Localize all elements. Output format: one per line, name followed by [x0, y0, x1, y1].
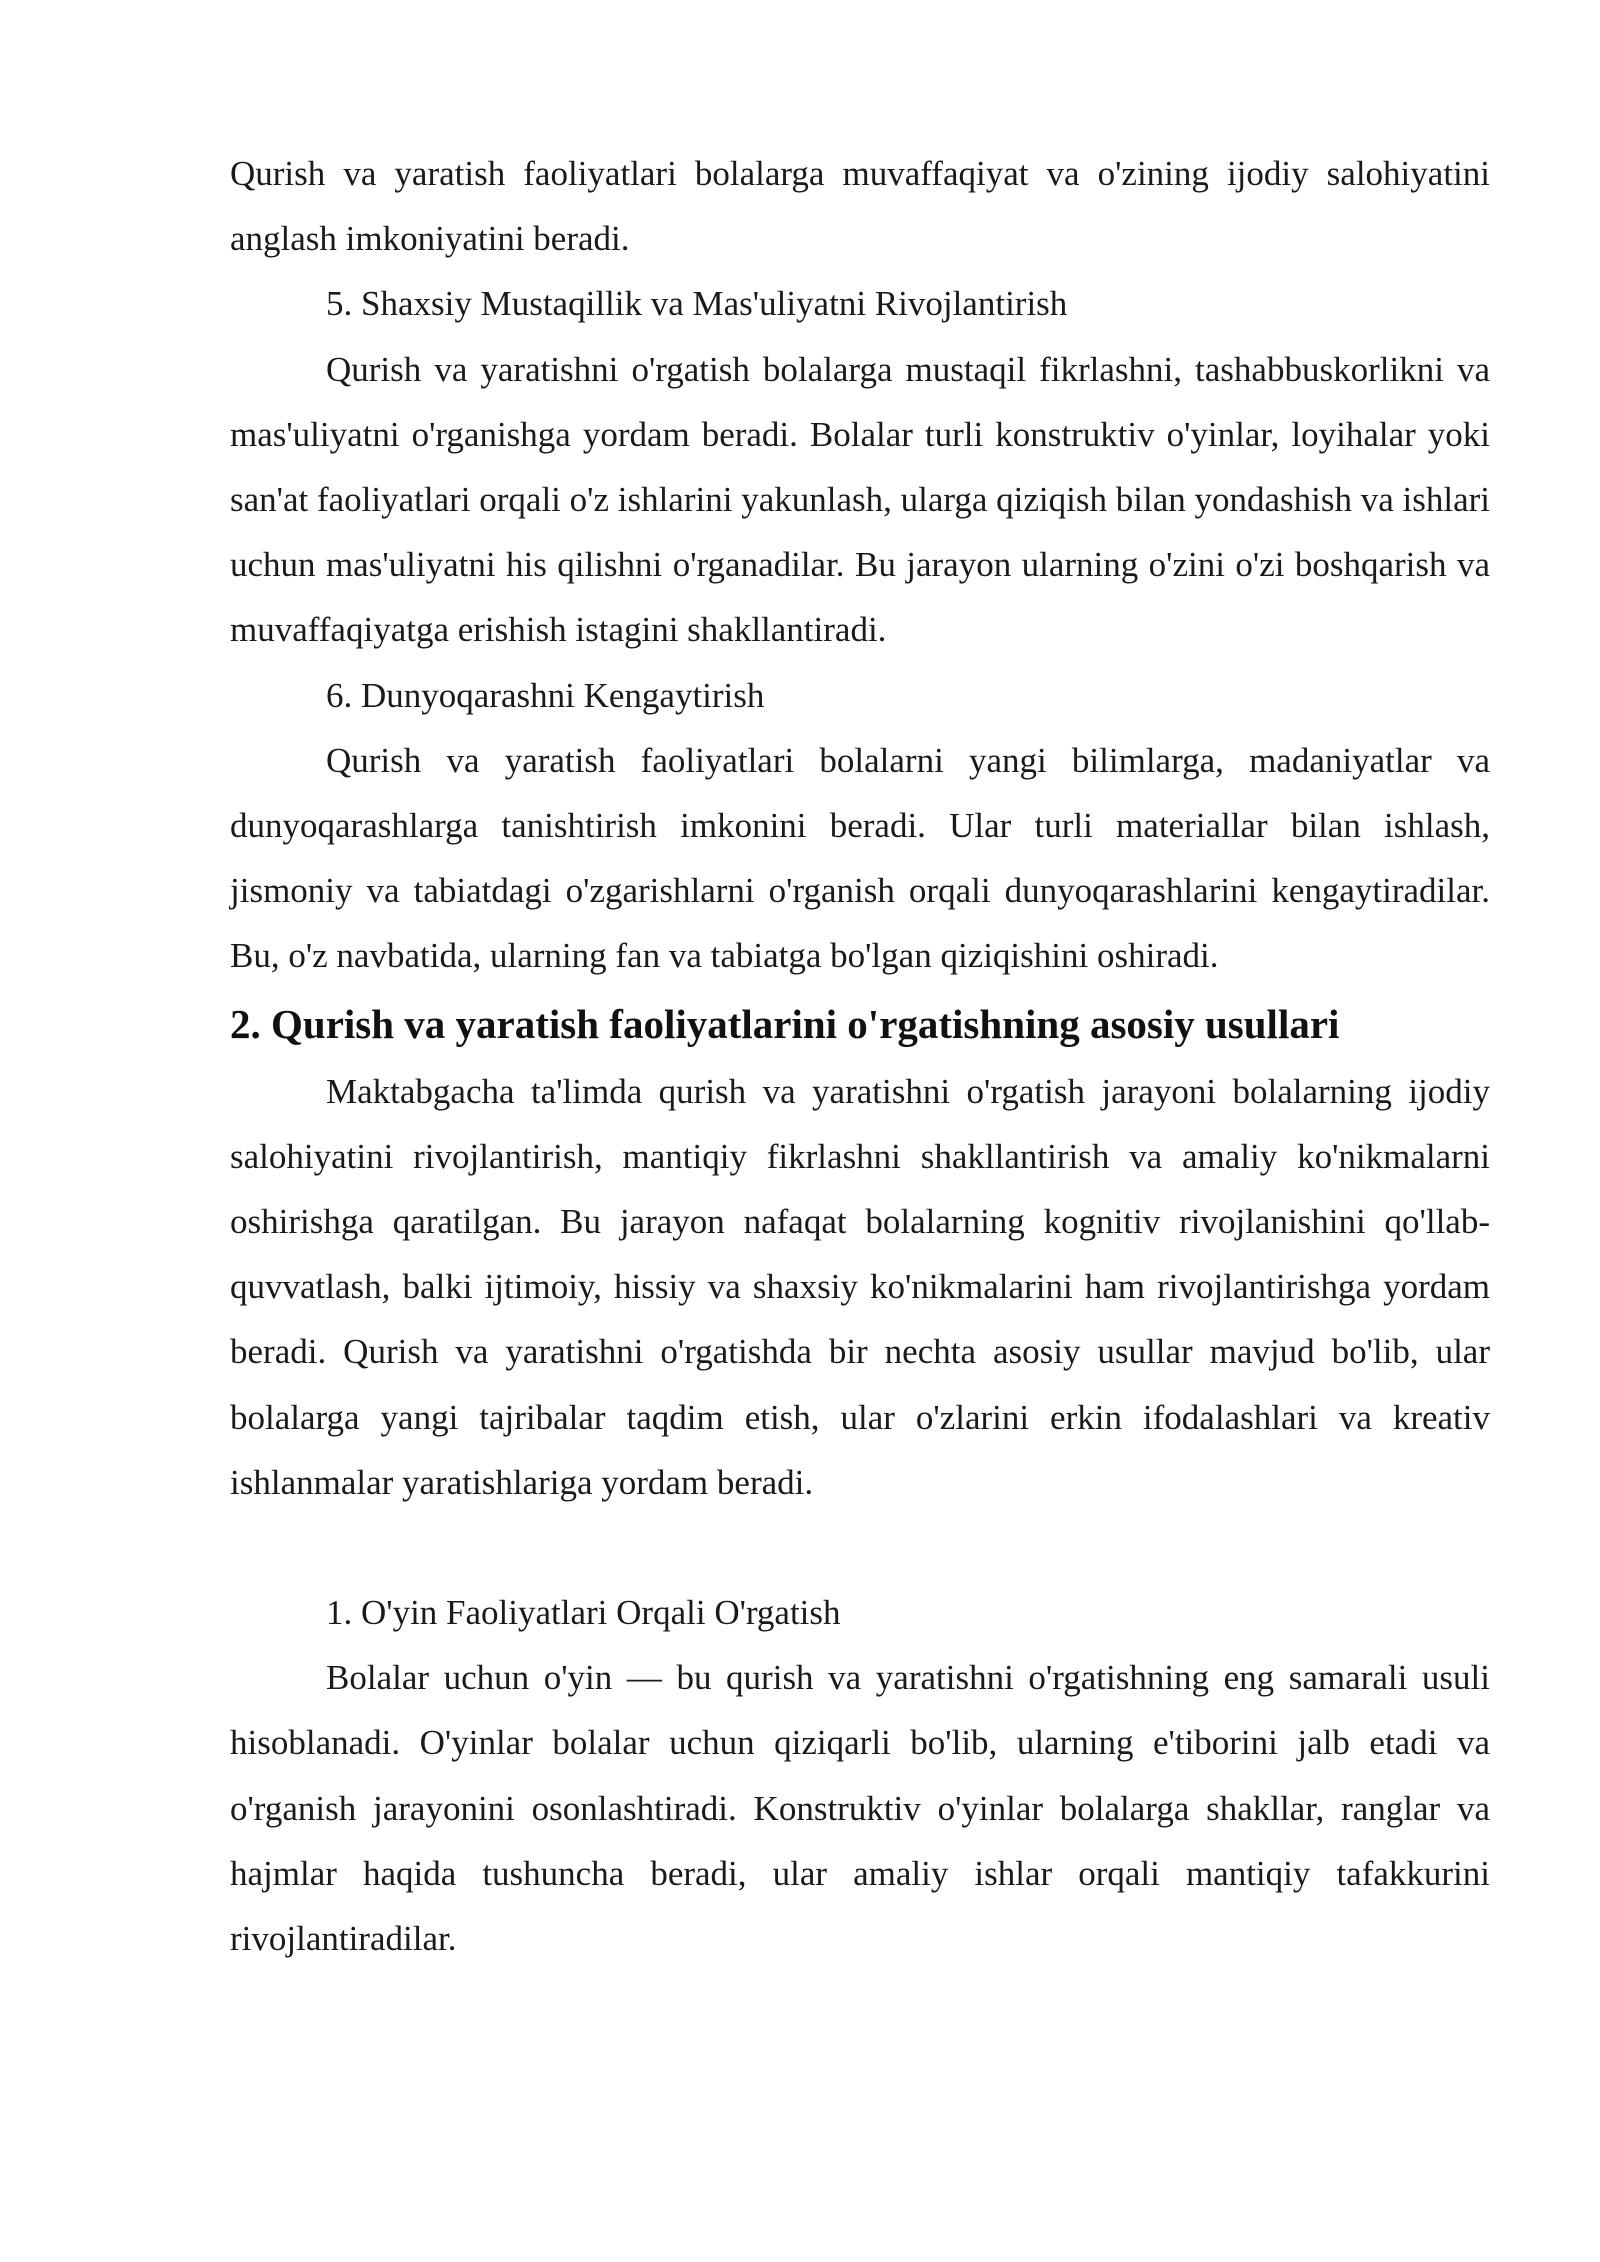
section-intro-paragraph: Maktabgacha ta'limda qurish va yaratishni o'rgatish jarayoni bolalarning ijodiy salohiyatini rivojlantirish, mantiqiy fikrlashni shakllantirish va amaliy ko'nikmalarni oshirishga qaratilgan. Bu jarayon nafaqat bolalarning kognitiv rivojlanishini qo'llab-quvvatlash, balki ijtimoiy, hissiy va shaxsiy ko'nikmalarini ham rivojlantirishga yordam beradi. Qurish va yaratishni o'rgatishda bir nechta asosiy usullar mavjud bo'lib, ular bolalarga yangi tajribalar taqdim etish, ular o'zlarini erkin ifodalashlari va kreativ ishlanmalar yaratishlariga yordam beradi. — [230, 1071, 1490, 1502]
paragraph-1: Bolalar uchun o'yin — bu qurish va yaratishni o'rgatishning eng samarali usuli hisoblanadi. O'yinlar bolalar uchun qiziqarli bo'lib, ularning e'tiborini jalb etadi va o'rganish jarayonini osonlashtiradi. Konstruktiv o'yinlar bolalarga shakllar, ranglar va hajmlar haqida tushuncha beradi, ular amaliy ishlar orqali mantiqiy tafakkurini rivojlantiradilar. — [230, 1658, 1490, 1959]
subheading-6: 6. Dunyoqarashni Kengaytirish — [326, 675, 765, 715]
document-page — [230, 141, 1490, 1971]
section-heading: 2. Qurish va yaratish faoliyatlarini o'rgatishning asosiy usullari — [230, 1000, 1340, 1047]
paragraph-6: Qurish va yaratish faoliyatlari bolalarni yangi bilimlarga, madaniyatlar va dunyoqarashlarga tanishtirish imkonini beradi. Ular turli materiallar bilan ishlash, jismoniy va tabiatdagi o'zgarishlarni o'rganish orqali dunyoqarashlarini kengaytiradilar. Bu, o'z navbatida, ularning fan va tabiatga bo'lgan qiziqishini oshiradi. — [230, 740, 1490, 976]
paragraph-5: Qurish va yaratishni o'rgatish bolalarga mustaqil fikrlashni, tashabbuskorlikni va mas'uliyatni o'rganishga yordam beradi. Bolalar turli konstruktiv o'yinlar, loyihalar yoki san'at faoliyatlari orqali o'z ishlarini yakunlash, ularga qiziqish bilan yondashish va ishlari uchun mas'uliyatni his qilishni o'rganadilar. Bu jarayon ularning o'zini o'zi boshqarish va muvaffaqiyatga erishish istagini shakllantiradi. — [230, 349, 1490, 650]
paragraph-continued: Qurish va yaratish faoliyatlari bolalarga muvaffaqiyat va o'zining ijodiy salohiyatini anglash imkoniyatini beradi. — [230, 154, 1490, 259]
subheading-5: 5. Shaxsiy Mustaqillik va Mas'uliyatni Rivojlantirish — [326, 284, 1068, 324]
blank-line — [230, 1515, 1490, 1580]
subheading-1: 1. O'yin Faoliyatlari Orqali O'rgatish — [326, 1593, 841, 1633]
